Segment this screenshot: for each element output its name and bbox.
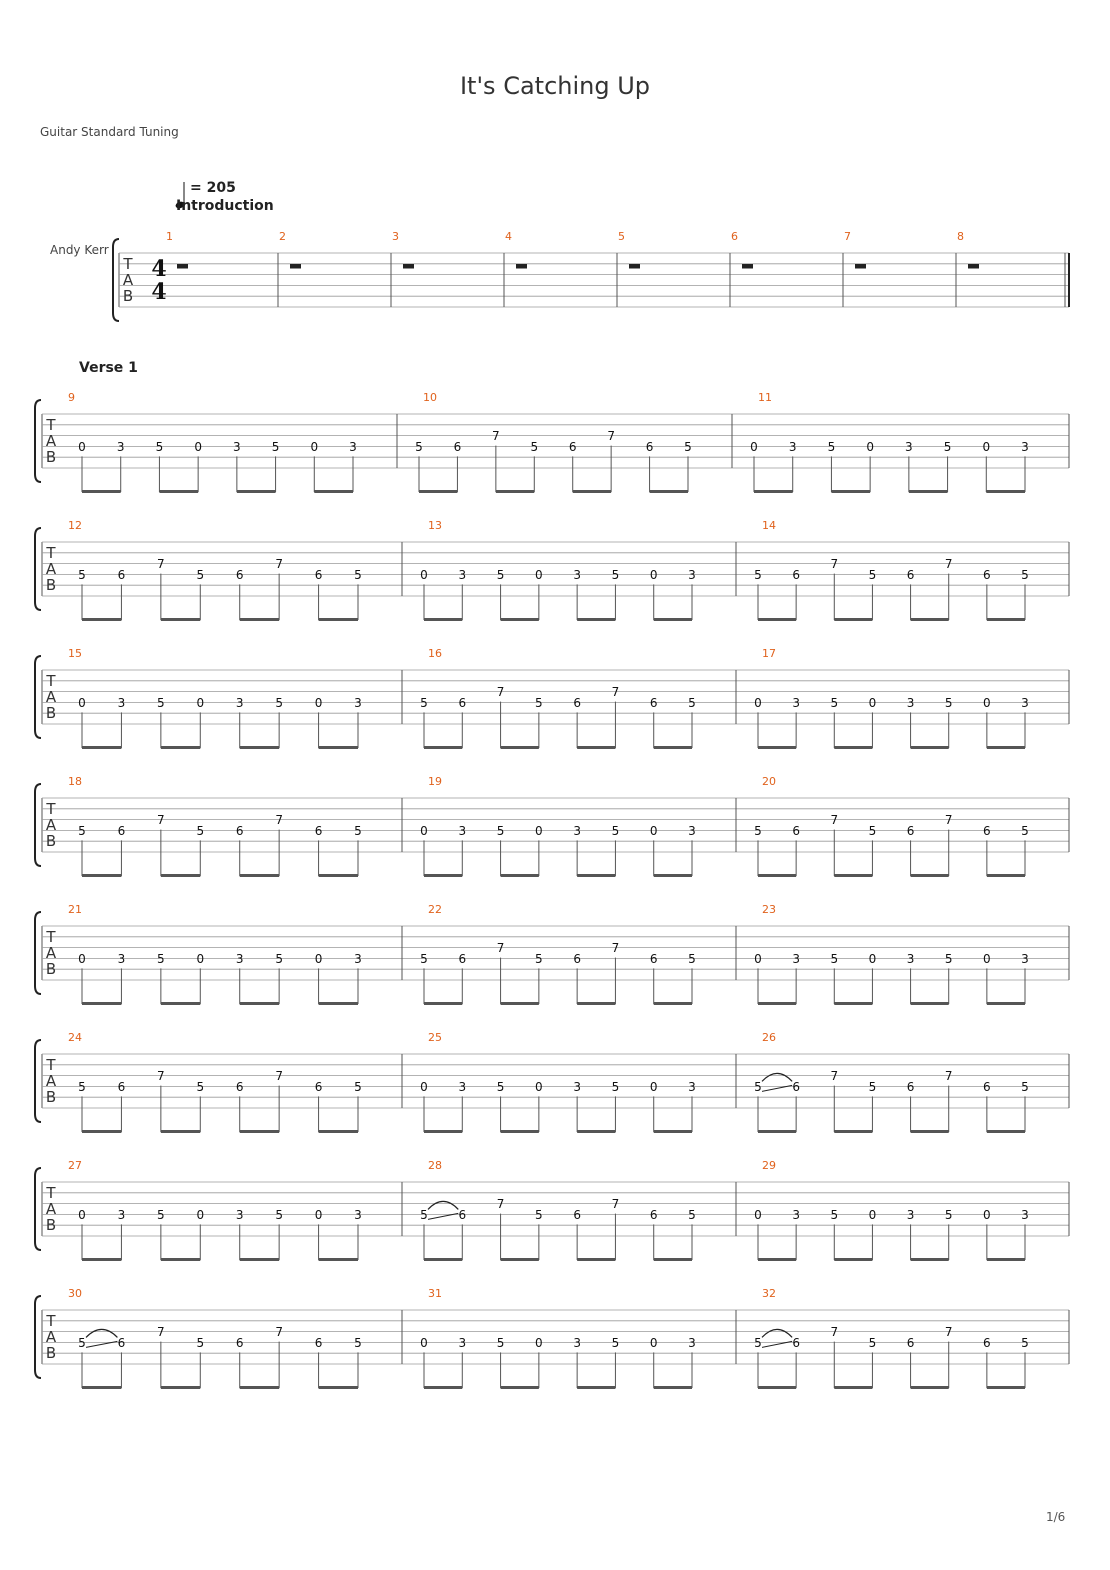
fret-number: 5 [684,439,692,454]
fret-number: 7 [157,1069,165,1084]
fret-number: 7 [496,1197,505,1212]
fret-number: 5 [535,695,543,710]
fret-number: 5 [354,567,362,582]
fret-number: 0 [983,951,991,966]
fret-number: 3 [235,695,244,710]
verse-system-1-tab-clef-letter: T [46,416,56,434]
verse-system-5-tab-clef-letter: A [45,944,57,962]
instrument-label: Andy Kerr [50,243,109,257]
fret-number: 5 [496,823,505,838]
measure-number: 7 [844,230,851,243]
verse-system-3-tab-clef-letter: T [46,672,56,690]
fret-number: 7 [157,813,165,828]
measure-number: 12 [68,519,82,532]
fret-number: 0 [78,951,86,966]
fret-number: 5 [830,951,839,966]
fret-number: 7 [275,1069,283,1084]
fret-number: 3 [573,567,581,582]
verse-system-7-bracket [35,1168,41,1250]
verse-system-8-tab-clef-letter: B [45,1344,57,1362]
fret-number: 6 [117,1079,126,1094]
section-label-introduction: Introduction [176,198,274,214]
verse-system-1-tab-clef-letter: B [45,448,57,466]
measure-number: 21 [68,903,82,916]
fret-number: 6 [117,1335,126,1350]
fret-number: 5 [78,823,86,838]
fret-number: 6 [906,823,915,838]
fret-number: 0 [78,439,86,454]
hammer-on-slur [428,1201,458,1209]
fret-number: 3 [458,567,467,582]
fret-number: 0 [754,1207,762,1222]
fret-number: 5 [157,1207,165,1222]
fret-number: 5 [196,823,205,838]
hammer-on-slur [86,1329,117,1337]
fret-number: 3 [458,1335,467,1350]
fret-number: 0 [983,695,991,710]
fret-number: 3 [792,1207,800,1222]
fret-number: 6 [458,1207,467,1222]
fret-number: 6 [573,695,581,710]
measure-number: 16 [428,647,442,660]
fret-number: 5 [196,1335,205,1350]
fret-number: 5 [78,1079,86,1094]
half-rest-icon [968,264,979,269]
fret-number: 6 [235,567,244,582]
fret-number: 5 [415,439,423,454]
fret-number: 0 [78,1207,86,1222]
fret-number: 5 [196,1079,205,1094]
verse-system-4-tab-clef-letter: B [45,832,57,850]
fret-number: 6 [458,695,467,710]
measure-number: 8 [957,230,964,243]
fret-number: 5 [944,1207,953,1222]
verse-system-1-bracket [35,400,41,482]
fret-number: 0 [535,567,543,582]
measure-number: 15 [68,647,82,660]
fret-number: 5 [754,823,762,838]
measure-number: 14 [762,519,776,532]
fret-number: 5 [157,695,165,710]
fret-number: 0 [535,1335,543,1350]
fret-number: 6 [314,567,323,582]
fret-number: 3 [688,1079,696,1094]
fret-number: 0 [535,823,543,838]
measure-number: 18 [68,775,82,788]
fret-number: 6 [117,823,126,838]
fret-number: 3 [1021,951,1029,966]
fret-number: 6 [573,951,581,966]
verse-system-7-tab-clef-letter: T [46,1184,56,1202]
fret-number: 5 [1021,567,1029,582]
fret-number: 3 [688,823,696,838]
fret-number: 6 [314,1079,323,1094]
measure-number: 2 [279,230,286,243]
fret-number: 5 [496,1335,505,1350]
verse-system-5-tab-clef-letter: T [46,928,56,946]
measure-number: 27 [68,1159,82,1172]
fret-number: 5 [78,567,86,582]
fret-number: 7 [157,557,165,572]
fret-number: 5 [944,951,953,966]
fret-number: 6 [573,1207,581,1222]
fret-number: 7 [496,941,505,956]
fret-number: 7 [157,1325,165,1340]
fret-number: 3 [458,1079,467,1094]
fret-number: 5 [157,951,165,966]
measure-number: 6 [731,230,738,243]
fret-number: 3 [906,1207,915,1222]
hammer-on-slur [762,1329,792,1337]
fret-number: 7 [607,429,615,444]
fret-number: 0 [420,1079,428,1094]
measure-number: 9 [68,391,75,404]
fret-number: 3 [116,439,125,454]
measure-number: 1 [166,230,173,243]
fret-number: 7 [830,813,839,828]
fret-number: 3 [235,951,244,966]
measure-number: 11 [758,391,772,404]
measure-number: 22 [428,903,442,916]
half-rest-icon [290,264,301,269]
measure-number: 4 [505,230,512,243]
verse-system-2-tab-clef-letter: T [46,544,56,562]
intro-tab-clef-letter: T [123,255,133,273]
fret-number: 6 [314,1335,323,1350]
verse-system-6-tab-clef-letter: B [45,1088,57,1106]
fret-number: 7 [496,685,505,700]
fret-number: 0 [754,695,762,710]
verse-system-2-tab-clef-letter: B [45,576,57,594]
fret-number: 7 [492,429,500,444]
fret-number: 7 [830,557,839,572]
fret-number: 0 [649,1335,658,1350]
fret-number: 3 [688,1335,696,1350]
fret-number: 5 [611,1335,620,1350]
measure-number: 20 [762,775,776,788]
fret-number: 5 [1021,1335,1029,1350]
fret-number: 3 [906,951,915,966]
measure-number: 19 [428,775,442,788]
fret-number: 6 [649,695,658,710]
verse-system-4-tab-clef-letter: T [46,800,56,818]
measure-number: 3 [392,230,399,243]
fret-number: 3 [573,823,581,838]
fret-number: 3 [573,1079,581,1094]
verse-system-8-bracket [35,1296,41,1378]
fret-number: 6 [235,1079,244,1094]
fret-number: 7 [611,1197,620,1212]
hammer-on-slur [762,1073,792,1081]
measure-number: 17 [762,647,776,660]
fret-number: 0 [420,567,428,582]
fret-number: 0 [866,439,874,454]
fret-number: 3 [906,695,915,710]
verse-system-7-tab-clef-letter: A [45,1200,57,1218]
fret-number: 5 [1021,823,1029,838]
half-rest-icon [855,264,866,269]
fret-number: 3 [1021,695,1029,710]
fret-number: 5 [611,567,620,582]
fret-number: 3 [788,439,797,454]
fret-number: 0 [196,695,205,710]
measure-number: 24 [68,1031,82,1044]
fret-number: 5 [830,695,839,710]
fret-number: 0 [420,823,428,838]
fret-number: 6 [235,1335,244,1350]
fret-number: 5 [155,439,164,454]
fret-number: 0 [314,1207,323,1222]
fret-number: 5 [535,1207,543,1222]
half-rest-icon [629,264,640,269]
fret-number: 5 [1021,1079,1029,1094]
fret-number: 6 [792,1335,800,1350]
fret-number: 6 [314,823,323,838]
fret-number: 0 [194,439,202,454]
fret-number: 5 [275,1207,283,1222]
measure-number: 23 [762,903,776,916]
fret-number: 3 [1021,1207,1029,1222]
fret-number: 6 [983,567,991,582]
fret-number: 6 [453,439,462,454]
fret-number: 5 [688,951,696,966]
song-title: It's Catching Up [459,72,651,100]
fret-number: 3 [235,1207,244,1222]
verse-system-1-tab-clef-letter: A [45,432,57,450]
measure-number: 10 [423,391,437,404]
fret-number: 3 [905,439,913,454]
fret-number: 6 [792,567,800,582]
fret-number: 6 [235,823,244,838]
fret-number: 3 [792,951,800,966]
fret-number: 5 [78,1335,86,1350]
fret-number: 6 [649,1207,658,1222]
half-rest-icon [742,264,753,269]
verse-system-6-tab-clef-letter: A [45,1072,57,1090]
fret-number: 5 [420,695,428,710]
fret-number: 5 [688,1207,696,1222]
fret-number: 5 [943,439,952,454]
measure-number: 25 [428,1031,442,1044]
fret-number: 5 [868,1079,877,1094]
fret-number: 6 [458,951,467,966]
fret-number: 7 [275,813,283,828]
section-label-verse-1: Verse 1 [79,360,138,376]
measure-number: 26 [762,1031,776,1044]
fret-number: 6 [792,823,800,838]
fret-number: 0 [310,439,319,454]
half-rest-icon [403,264,414,269]
tempo-marking: = 205 [190,180,236,196]
fret-number: 5 [830,1207,839,1222]
fret-number: 6 [983,1079,991,1094]
fret-number: 3 [792,695,800,710]
half-rest-icon [177,264,188,269]
measure-number: 29 [762,1159,776,1172]
fret-number: 0 [196,1207,205,1222]
fret-number: 3 [349,439,357,454]
fret-number: 6 [117,567,126,582]
fret-number: 5 [611,823,620,838]
verse-system-8-tab-clef-letter: A [45,1328,57,1346]
fret-number: 3 [117,695,126,710]
fret-number: 7 [611,685,620,700]
verse-system-3-tab-clef-letter: A [45,688,57,706]
fret-number: 0 [868,951,877,966]
fret-number: 6 [649,951,658,966]
fret-number: 7 [944,1069,953,1084]
fret-number: 0 [983,1207,991,1222]
fret-number: 5 [275,951,283,966]
fret-number: 0 [649,823,658,838]
fret-number: 7 [830,1325,839,1340]
time-signature-bottom: 4 [151,279,167,305]
fret-number: 7 [944,1325,953,1340]
fret-number: 0 [314,695,323,710]
fret-number: 3 [354,1207,362,1222]
fret-number: 5 [611,1079,620,1094]
fret-number: 0 [420,1335,428,1350]
fret-number: 0 [78,695,86,710]
fret-number: 0 [649,567,658,582]
fret-number: 5 [754,567,762,582]
fret-number: 3 [1021,439,1029,454]
intro-tab-clef-letter: B [122,287,134,305]
fret-number: 0 [868,695,877,710]
fret-number: 3 [354,951,362,966]
measure-number: 13 [428,519,442,532]
verse-system-6-bracket [35,1040,41,1122]
fret-number: 0 [754,951,762,966]
fret-number: 3 [688,567,696,582]
fret-number: 0 [314,951,323,966]
measure-number: 32 [762,1287,776,1300]
fret-number: 0 [982,439,991,454]
fret-number: 6 [792,1079,800,1094]
fret-number: 5 [420,1207,428,1222]
time-signature-top: 4 [151,256,167,282]
measure-number: 28 [428,1159,442,1172]
verse-system-4-tab-clef-letter: A [45,816,57,834]
fret-number: 5 [354,1335,362,1350]
fret-number: 7 [944,557,953,572]
fret-number: 6 [568,439,577,454]
fret-number: 6 [983,823,991,838]
page-number: 1/6 [1046,1510,1066,1524]
fret-number: 3 [573,1335,581,1350]
measure-number: 30 [68,1287,82,1300]
fret-number: 7 [830,1069,839,1084]
tuning-label: Guitar Standard Tuning [40,125,179,139]
fret-number: 5 [868,823,877,838]
fret-number: 3 [117,1207,126,1222]
verse-system-4-bracket [35,784,41,866]
fret-number: 5 [271,439,280,454]
intro-system-bracket [113,239,119,321]
verse-system-7-tab-clef-letter: B [45,1216,57,1234]
verse-system-3-bracket [35,656,41,738]
fret-number: 5 [688,695,696,710]
fret-number: 5 [196,567,205,582]
fret-number: 5 [530,439,539,454]
fret-number: 3 [458,823,467,838]
fret-number: 7 [944,813,953,828]
fret-number: 6 [983,1335,991,1350]
fret-number: 6 [906,1079,915,1094]
fret-number: 5 [868,1335,877,1350]
fret-number: 5 [420,951,428,966]
fret-number: 5 [944,695,953,710]
verse-system-6-tab-clef-letter: T [46,1056,56,1074]
fret-number: 0 [196,951,205,966]
measure-number: 5 [618,230,625,243]
fret-number: 3 [117,951,126,966]
fret-number: 0 [868,1207,877,1222]
verse-system-5-bracket [35,912,41,994]
fret-number: 3 [233,439,241,454]
half-rest-icon [516,264,527,269]
verse-system-2-bracket [35,528,41,610]
fret-number: 7 [275,1325,283,1340]
fret-number: 5 [496,567,505,582]
intro-tab-clef-letter: A [122,271,134,289]
fret-number: 0 [649,1079,658,1094]
fret-number: 6 [906,567,915,582]
fret-number: 5 [754,1079,762,1094]
fret-number: 5 [354,823,362,838]
verse-system-3-tab-clef-letter: B [45,704,57,722]
fret-number: 6 [906,1335,915,1350]
fret-number: 6 [645,439,654,454]
fret-number: 7 [611,941,620,956]
verse-system-8-tab-clef-letter: T [46,1312,56,1330]
fret-number: 0 [535,1079,543,1094]
fret-number: 5 [754,1335,762,1350]
fret-number: 5 [827,439,836,454]
fret-number: 3 [354,695,362,710]
fret-number: 0 [750,439,758,454]
fret-number: 5 [868,567,877,582]
verse-system-2-tab-clef-letter: A [45,560,57,578]
measure-number: 31 [428,1287,442,1300]
verse-system-5-tab-clef-letter: B [45,960,57,978]
fret-number: 5 [496,1079,505,1094]
fret-number: 7 [275,557,283,572]
fret-number: 5 [535,951,543,966]
fret-number: 5 [354,1079,362,1094]
fret-number: 5 [275,695,283,710]
